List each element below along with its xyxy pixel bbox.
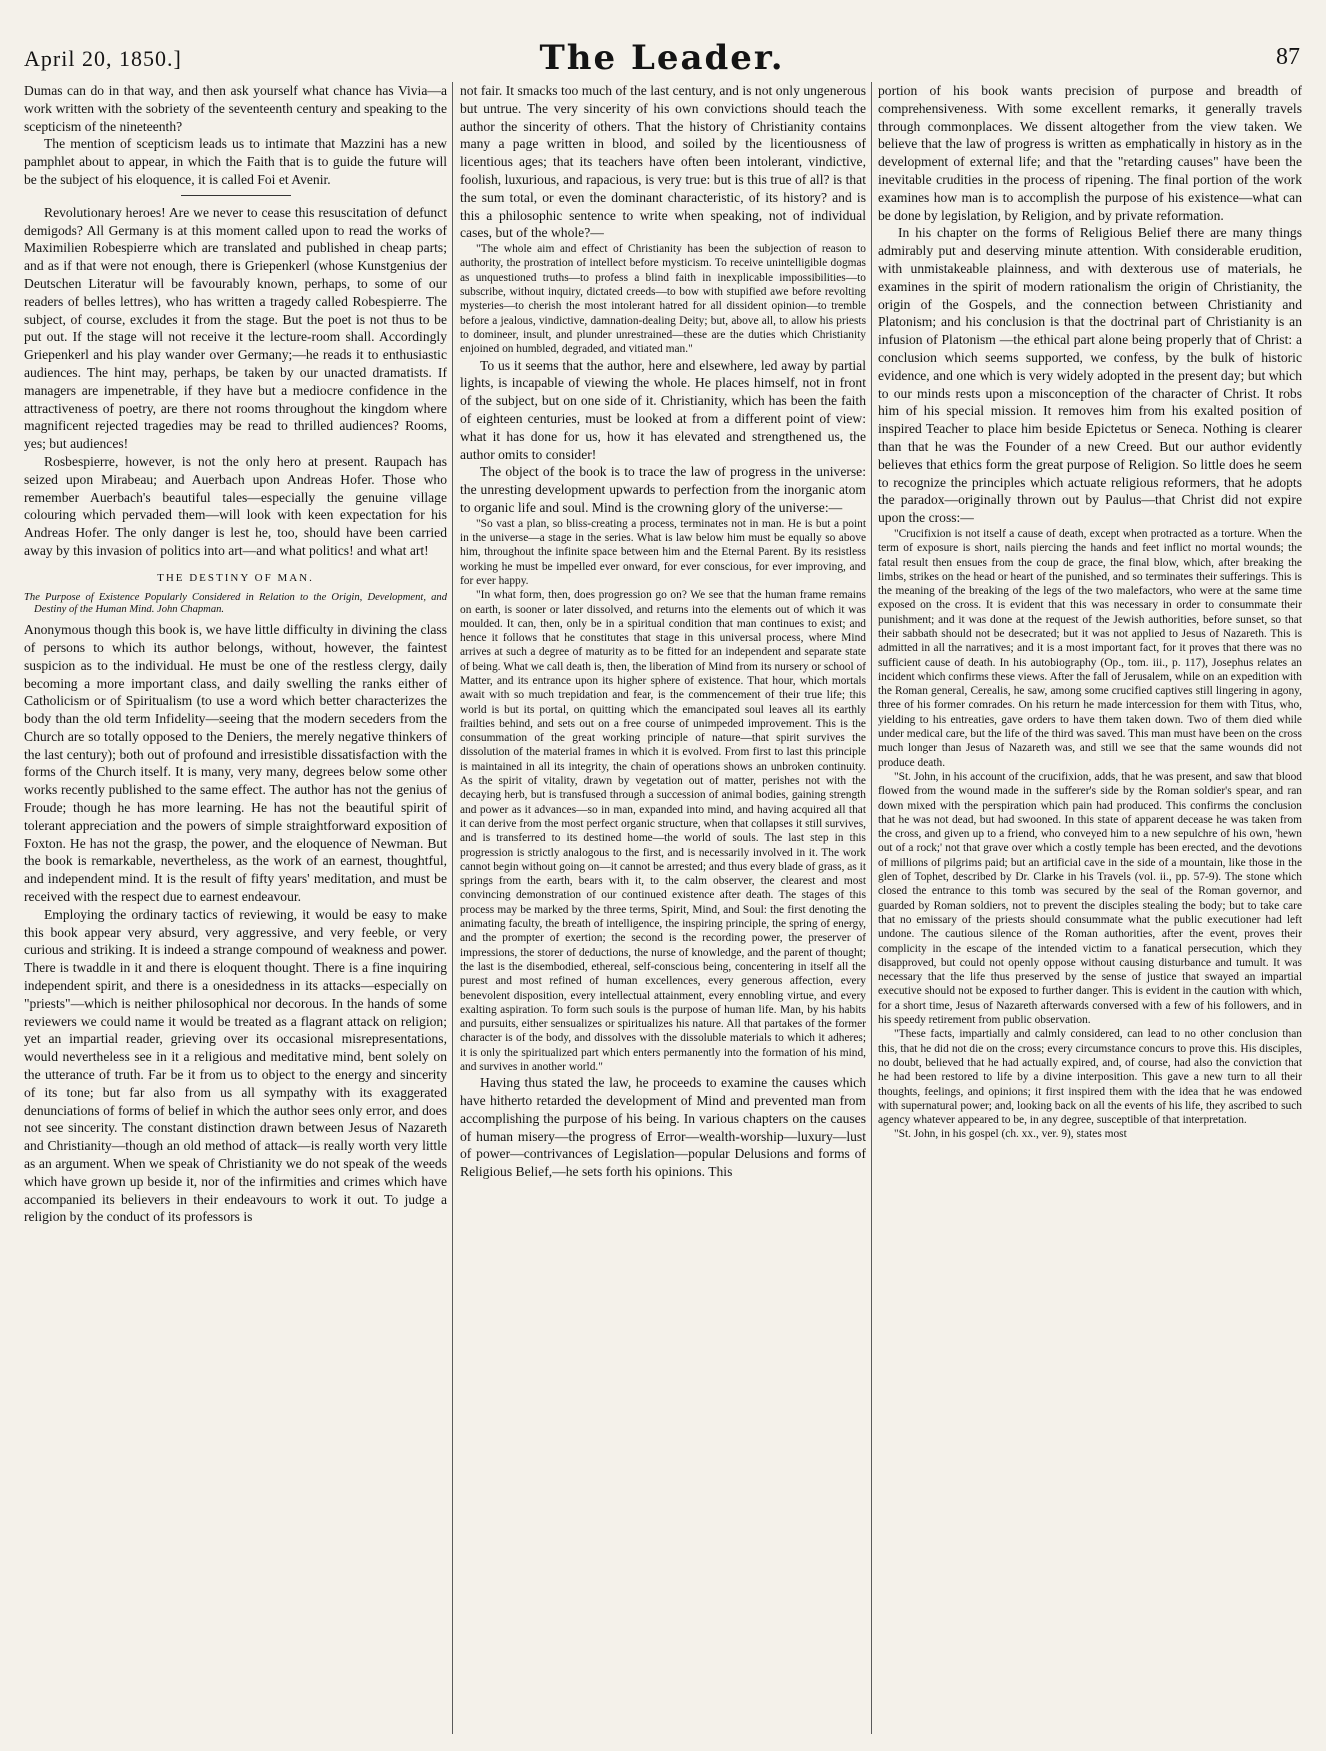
paragraph: Dumas can do in that way, and then ask yourself what chance has Vivia—a work written with the sobriety of the seventeenth century and speaking to the scepticism of the nineteenth? bbox=[24, 83, 447, 134]
block-quote: "Crucifixion is not itself a cause of death, except when protracted as a torture. When the term of exposure is short, nails piercing the hands and feet inflict no mortal wounds; the fatal result then ensues from the coup de grace, the final blow, which, after breaking the limbs, strikes on the head or heart of the punished, and so terminates their sufferings. This is the meaning of the breaking of the legs of the two malefactors, who were at the same time exposed on the cross. It is evident that this was necessary in order to consummate their punishment; and it was done at the request of the Jewish authorities, before sunset, so that their sabbath should not be desecrated; but it was not applied to Jesus of Nazareth. This is admitted in all the narratives; and it is a most important fact, for it proves that there was no sufficient cause of death. In his autobiography (Op., tom. iii., p. 117), Josephus relates an incident which confirms these views. After the fall of Jerusalem, while on an expedition with the Roman general, Cerealis, he saw, among some crucified captives still lingering in agony, three of his former comrades. On his return he made intercession for them with Titus, who, yielding to his entreaties, gave orders to have them taken down. Two of them died while under medical care, but the life of the third was saved. This man must have been on the cross much longer than Jesus of Nazareth was, and still we see that the same wounds did not produce death. bbox=[878, 527, 1302, 769]
paragraph: Employing the ordinary tactics of reviewing, it would be easy to make this book appear very absurd, very aggressive, and very feeble, or very curious and striking. It is indeed a strange compound of weakness and power. There is twaddle in it and there is eloquent thought. There is a fine inquiring independent spirit, and there is a onesidedness in its attacks—especially on "priests"—which is neither philosophical nor decorous. In the hands of some reviewers we could name it would be treated as a flagrant attack on religion; yet an impartial reader, grieving over its occasional misrepresentations, would nevertheless see in it a religious and meditative mind, bent solely on the utterance of truth. Far be it from us to object to the energy and sincerity of its tone; but far also from us all sympathy with its exaggerated denunciations of forms of belief in which the author sees only error, and does not see sincerity. The constant distinction drawn between Jesus of Nazareth and Christianity—though an old method of attack—is really worth very little as an argument. When we speak of Christianity we do not speak of the weeds which have grown up beside it, nor of the infirmities and crimes which have accompanied its believers in their endeavours to work it out. To judge a religion by the conduct of its professors is bbox=[24, 906, 447, 1225]
paragraph: Anonymous though this book is, we have little difficulty in divining the class of persons to which its author belongs, without, however, the faintest suspicion as to the individual. He must be one of the restless clergy, daily becoming a more important class, and daily swelling the ranks either of Catholicism or of Spiritualism (to use a word which better characterizes the body than the old term Infidelity—seeing that the modern seceders from the Church are so totally opposed to the Deniers, the merely negative thinkers of the last century); both out of profound and irresistible dissatisfaction with the forms of the Church itself. It is many, very many, degrees below some other works recently published to the same effect. The author has not the genius of Froude; though he has more learning. He has not the beautiful spirit of tolerant appreciation and the powers of simple straightforward exposition of Foxton. He has not the grasp, the power, and the eloquence of Newman. But the book is remarkable, nevertheless, as the work of an earnest, thoughtful, and independent mind. It is the result of fifty years' meditation, and must be received with the respect due to earnest endeavour. bbox=[24, 622, 447, 905]
paragraph: Having thus stated the law, he proceeds to examine the causes which have hitherto retarded the development of Mind and prevented man from accomplishing the purpose of his being. In various chapters on the causes of human misery—the progress of Error—wealth-worship—luxury—lust of power—contrivances of Legislation—popular Delusions and forms of Religious Belief,—he sets forth his opinions. This bbox=[460, 1075, 866, 1180]
newspaper-title: The Leader. bbox=[539, 38, 785, 78]
column-1 bbox=[24, 82, 447, 1732]
column-2 bbox=[460, 82, 866, 1732]
paragraph: The object of the book is to trace the law of progress in the universe: the unresting development upwards to perfection from the inorganic atom to organic life and soul. Mind is the crowning glory of the universe:— bbox=[460, 464, 866, 515]
block-quote: "So vast a plan, so bliss-creating a process, terminates not in man. He is but a point in the universe—a stage in the series. What is law below him must be equally so above him, throughout the infinite space between him and the Eternal Parent. By its resistless working he must be impelled ever onward, for ever conscious, for ever improving, and for ever happy. bbox=[460, 517, 866, 587]
column-rule bbox=[871, 82, 872, 1734]
paragraph: In his chapter on the forms of Religious Belief there are many things admirably put and deserving minute attention. With considerable erudition, with unmistakeable plainness, and with dexterous use of materials, he examines in the spirit of modern rationalism the origin of Christianity, the origin of the Gospels, and the connection between Christianity and Platonism; and his conclusion is that the doctrinal part of Christianity is an infusion of Platonism —the ethical part alone being properly that of Christ: a conclusion which seems supported, we confess, by the bulk of historic evidence, and one which is very widely adopted in the present day; but which to our minds rests upon a misconception of the character of Christ. It robs him of his special mission. It removes him from his exalted position of inspired Teacher to place him beside Epictetus or Seneca. Nothing is clearer than that he was the Founder of a new Creed. But our author evidently believes that ethics form the great purpose of Religion. So little does he seem to recognize the principles which actuate religious reformers, that he adopts the paradox—originally thrown out by Paulus—that Christ did not expire upon the cross:— bbox=[878, 225, 1302, 526]
article-subtitle: The Purpose of Existence Popularly Considered in Relation to the Origin, Development, and Destiny of the Human Mind. John Chapman. bbox=[24, 591, 447, 616]
column-3 bbox=[878, 82, 1302, 1732]
block-quote: "These facts, impartially and calmly considered, can lead to no other conclusion than this, that he did not die on the cross; every circumstance concurs to prove this. His disciples, no doubt, believed that he had actually expired, and, of course, had also the conviction that he had been restored to life by a divine interposition. This gave a new turn to all their thoughts, feelings, and opinions; it first inspired them with the idea that he was endowed with supernatural power; and, looking back on all the events of his life, they ascribed to such agency whatever appeared to be, in any degree, susceptible of that interpretation. bbox=[878, 1028, 1302, 1127]
paragraph: Rosbespierre, however, is not the only hero at present. Raupach has seized upon Mirabeau; and Auerbach upon Andreas Hofer. Those who remember Auerbach's beautiful tales—especially the genuine village colouring which pervaded them—will look with keen expectation for his Andreas Hofer. The only danger is lest he, too, should have been carried away by this invasion of politics into art—and what politics! and what art! bbox=[24, 453, 447, 558]
paragraph: portion of his book wants precision of purpose and breadth of comprehensiveness. With some excellent remarks, it generally travels through commonplaces. We dissent altogether from the view taken. We believe that the law of progress is written as emphatically in history as in the development of external life; and that the "retarding causes" have been the inevitable crudities in the process of ripening. The final portion of the work examines how man is to accomplish the purpose of his existence—what can be done by legislation, by Religion, and by private reformation. bbox=[878, 83, 1302, 223]
column-rule bbox=[452, 82, 453, 1734]
section-divider bbox=[181, 195, 291, 196]
block-quote: "St. John, in his gospel (ch. xx., ver. 9), states most bbox=[894, 1128, 1127, 1141]
page-number: 87 bbox=[1276, 44, 1300, 70]
block-quote: "In what form, then, does progression go on? We see that the human frame remains on earth, is sooner or later dissolved, and returns into the elements out of which it was moulded. It can, then, only be in a spiritual condition that man continues to exist; and hence it follows that he constitutes that stage in this universal process, where Mind arrives at such a degree of maturity as to be fitted for an independent and separate state of being. What we call death is, then, the liberation of Mind from its nursery or school of Matter, and its entrance upon its higher sphere of existence. That hour, which mortals await with so much trepidation and fear, is the commencement of their true life; this world is but its portal, on quitting which the emancipated soul leaves all its earthly frailties behind, and sets out on a free course of unimpeded improvement. This is the consummation of the great working principle of nature—that spirit survives the dissolution of the material frames in which it is evolved. From first to last this principle is maintained in all its integrity, the chain of operations shows an unbroken continuity. As the spirit of vitality, drawn by vegetation out of matter, perishes not with the decaying herb, but is transfused through a succession of animal bodies, gaining strength and power as it advances—so in man, expanded into mind, and having acquired all that it can derive from the most perfect organic structure, when that collapses it still survives, and is transferred to its destined home—the world of souls. The last step in this progression is strictly analogous to the first, and is necessarily involved in it. The work cannot begin without going on—it cannot be arrested; and thus every blade of grass, as it springs from the earth, bears with it, to the calm observer, the clearest and most convincing demonstration of our continued existence after death. The stages of this process may be marked by the three terms, Spirit, Mind, and Soul: the first denoting the animating faculty, the breath of intelligence, the inspiring principle, the spring of energy, and the prompter of exertion; the second is the recording power, the preserver of impressions, the storer of deductions, the nurse of knowledge, and the parent of thought; the last is the disembodied, ethereal, self-conscious being, concentering in itself all the purest and most refined of human excellences, every generous affection, every benevolent disposition, every intellectual attainment, every ennobling virtue, and every exalting aspiration. To form such souls is the purpose of human life. Man, by his habits and pursuits, either sensualizes or spiritualizes his nature. All that partakes of the former character is of the body, and dissolves with the dissoluble materials to which it adheres; it is only the spiritualized part which enters permanently into the formation of his mind, and survives in another world." bbox=[460, 589, 866, 1073]
paragraph: To us it seems that the author, here and elsewhere, led away by partial lights, is incapable of viewing the whole. He places himself, not in front of the subject, but on one side of it. Christianity, which has been the faith of eighteen centuries, must be looked at from a different point of view: what it has done for us, how it has elevated and strengthened us, the author omits to consider! bbox=[460, 357, 866, 462]
masthead bbox=[24, 38, 1300, 86]
issue-date: April 20, 1850.] bbox=[24, 46, 182, 71]
paragraph: The mention of scepticism leads us to intimate that Mazzini has a new pamphlet about to appear, in which the Faith that is to guide the future will be the subject of his eloquence, it is called Foi et Avenir. bbox=[24, 136, 447, 187]
paragraph: Revolutionary heroes! Are we never to cease this resuscitation of defunct demigods? All Germany is at this moment called upon to read the works of Maximilien Robespierre which are translated and published in cheap parts; and as if that were not enough, there is Griepenkerl (whose Kunstgenius der Deutschen Literatur will be favourably known, perhaps, to some of our readers of belles lettres), who has written a tragedy called Robespierre. The subject, of course, excludes it from the stage. But the poet is not thus to be put out. If the stage will not receive it the lecture-room shall. Accordingly Griepenkerl and his play wander over Germany;—he reads it to enthusiastic audiences. The hint may, perhaps, be taken by our unacted dramatists. If managers are impenetrable, if they have but a mediocre confidence in the attractiveness of poetry, are there not rooms throughout the kingdom where magnificent rejected tragedies may be read to thrilled audiences? Rooms, yes; but audiences! bbox=[24, 204, 447, 452]
block-quote: "The whole aim and effect of Christianity has been the subjection of reason to authority, the prostration of intellect before mysticism. To receive unintelligible dogmas as unquestioned truths—to profess a blind faith in inexplicable impossibilities—to subscribe, without inquiry, dictated creeds—to bow with stupified awe before revolting mysteries—to cherish the most intolerant hatred for all dissident opinion—to tremble before a jealous, vindictive, damnation-dealing Deity; but, above all, to allow his priests to domineer, insult, and plunder unrestrained—these are the duties which Christianity enjoined on humbled, degraded, and vitiated man." bbox=[460, 243, 866, 356]
paragraph: not fair. It smacks too much of the last century, and is not only ungenerous but untrue. The very sincerity of his own convictions should teach the author the sincerity of others. That the history of Christianity contains many a page written in blood, and soiled by the licentiousness of licentious ages; that its teachers have often been intolerant, vindictive, foolish, luxurious, and rapacious, is very true: but is this true of all? is that the sum total, or even the dominant characteristic, of its history? and is this a philosophic sentence to write when speaking, not of individual cases, but of the whole?— bbox=[460, 83, 866, 241]
block-quote: "St. John, in his account of the crucifixion, adds, that he was present, and saw that blood flowed from the wound made in the sufferer's side by the Roman soldier's spear, and ran down mixed with the perspiration which pain had produced. This confirms the conclusion that he was not dead, but had swooned. In this state of apparent decease he was taken from the cross, and given up to a friend, who conveyed him to a new sepulchre of his own, 'hewn out of a rock;' not that grave over which a costly temple has been erected, and the devotions of millions of pilgrims paid; but an artificial cave in the side of a mountain, like those in the glen of Tophet, described by Dr. Clarke in his Travels (vol. ii., pp. 57-9). The stone which closed the entrance to this tomb was secured by the seal of the Roman governor, and guarded by Roman soldiers, not to prevent the disciples stealing the body; but to take care that no emissary of the priests should consummate what the public executioner had left undone. The cautious silence of the Roman authorities, after the event, proves their complicity in the escape of the intended victim to a fanatical persecution, which they disapproved, but could not openly oppose without causing disturbance and tumult. It was necessary that the life thus preserved by the sense of justice that swayed an impartial executive should not be exposed to further danger. This is evident in the caution with which, for a short time, Jesus of Nazareth afterwards conversed with a few of his followers, and in his speedy retirement from public observation. bbox=[878, 770, 1302, 1027]
article-heading: THE DESTINY OF MAN. bbox=[157, 571, 314, 584]
